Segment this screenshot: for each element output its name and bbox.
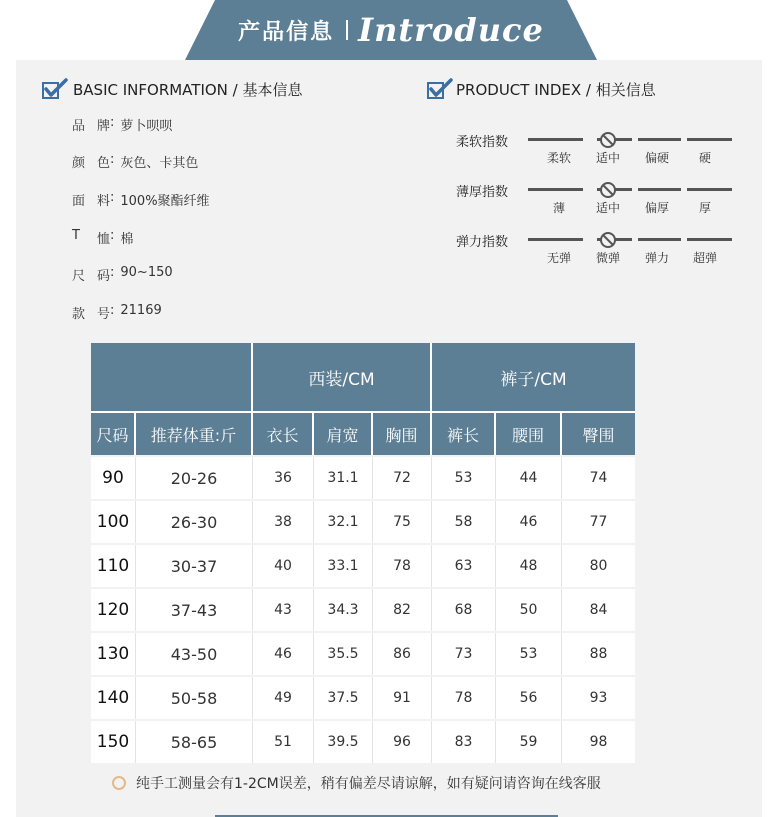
table-cell: 110	[91, 545, 136, 587]
table-cell: 33.1	[314, 545, 373, 587]
table-column-header: 腰围	[496, 413, 562, 455]
table-cell: 140	[91, 677, 136, 719]
table-cell: 77	[562, 501, 635, 543]
basic-info-row	[72, 265, 173, 284]
index-selected-marker-icon	[599, 181, 617, 199]
note-text: 纯手工测量会有1-2CM误差，稍有偏差尽请谅解，如有疑问请咨询在线客服	[136, 776, 601, 792]
basic-info-colon: :	[110, 190, 115, 205]
checkbox-checked-icon	[42, 78, 68, 100]
header-separator	[346, 20, 348, 40]
table-row	[91, 501, 635, 543]
product-index-title: PRODUCT INDEX / 相关信息	[456, 81, 656, 99]
basic-info-colon: :	[110, 152, 115, 167]
table-cell: 98	[562, 721, 635, 763]
index-scale-gap	[632, 136, 638, 143]
table-row	[91, 457, 635, 499]
table-cell: 37-43	[136, 589, 253, 631]
table-cell: 38	[253, 501, 314, 543]
table-cell: 35.5	[314, 633, 373, 675]
table-column-header: 臀围	[562, 413, 635, 455]
table-cell: 20-26	[136, 457, 253, 499]
table-cell: 58	[432, 501, 496, 543]
table-cell: 96	[373, 721, 432, 763]
table-cell: 32.1	[314, 501, 373, 543]
table-cell: 51	[253, 721, 314, 763]
table-cell: 44	[496, 457, 562, 499]
table-cell: 37.5	[314, 677, 373, 719]
basic-info-value: 100%聚酯纤维	[120, 194, 210, 209]
basic-info-key	[72, 115, 110, 134]
table-cell: 46	[253, 633, 314, 675]
basic-info-key-char: 面	[72, 194, 86, 209]
index-scale-line	[528, 188, 732, 191]
table-cell: 120	[91, 589, 136, 631]
table-cell: 130	[91, 633, 136, 675]
basic-info-value: 灰色、卡其色	[120, 156, 199, 171]
index-scale-gap	[681, 236, 687, 243]
table-cell: 93	[562, 677, 635, 719]
table-row	[91, 589, 635, 631]
index-scale-line	[528, 138, 732, 141]
basic-info-colon: :	[110, 303, 115, 318]
table-cell: 63	[432, 545, 496, 587]
index-option-label: 薄	[552, 201, 566, 215]
table-cell: 49	[253, 677, 314, 719]
header-title-en: Introduce	[358, 11, 544, 49]
basic-info-key	[72, 228, 110, 247]
basic-info-value: 萝卜呗呗	[120, 119, 173, 134]
table-column-header: 推荐体重:斤	[136, 413, 253, 455]
table-cell: 82	[373, 589, 432, 631]
table-cell: 53	[496, 633, 562, 675]
basic-info-row	[72, 152, 198, 171]
basic-info-title: BASIC INFORMATION / 基本信息	[73, 81, 303, 99]
index-label: 薄厚指数	[456, 185, 509, 200]
index-option-label: 超弹	[692, 251, 718, 265]
table-cell: 26-30	[136, 501, 253, 543]
header-banner	[185, 0, 597, 60]
index-option-label: 硬	[698, 151, 712, 165]
index-scale-gap	[583, 186, 597, 193]
group-header-suit: 西装/CM	[253, 343, 432, 411]
table-cell: 43-50	[136, 633, 253, 675]
table-cell: 90	[91, 457, 136, 499]
table-cell: 48	[496, 545, 562, 587]
basic-info-key-char: 牌	[96, 119, 110, 134]
table-cell: 100	[91, 501, 136, 543]
basic-info-key-char: 恤	[96, 232, 110, 247]
index-option-label: 适中	[595, 201, 621, 215]
table-cell: 50	[496, 589, 562, 631]
basic-info-key-char: 料	[96, 194, 110, 209]
table-cell: 50-58	[136, 677, 253, 719]
table-cell: 56	[496, 677, 562, 719]
table-row	[91, 677, 635, 719]
index-option-label: 偏厚	[644, 201, 670, 215]
table-cell: 80	[562, 545, 635, 587]
table-cell: 59	[496, 721, 562, 763]
basic-info-colon: :	[110, 115, 115, 130]
table-cell: 30-37	[136, 545, 253, 587]
table-cell: 150	[91, 721, 136, 763]
table-cell: 46	[496, 501, 562, 543]
basic-info-row	[72, 115, 172, 134]
circle-bullet-icon	[112, 776, 126, 790]
table-cell: 43	[253, 589, 314, 631]
table-column-header: 裤长	[432, 413, 496, 455]
index-option-label: 适中	[595, 151, 621, 165]
table-column-header: 衣长	[253, 413, 314, 455]
index-scale-gap	[632, 236, 638, 243]
index-scale-gap	[583, 236, 597, 243]
table-cell: 36	[253, 457, 314, 499]
index-option-label: 柔软	[546, 151, 572, 165]
basic-info-key-char: T	[72, 228, 80, 243]
table-cell: 40	[253, 545, 314, 587]
table-cell: 78	[432, 677, 496, 719]
basic-info-row	[72, 303, 162, 322]
basic-info-value: 90~150	[120, 265, 173, 280]
index-option-label: 弹力	[644, 251, 670, 265]
table-cell: 74	[562, 457, 635, 499]
table-column-header-row	[91, 411, 635, 455]
index-option-label: 偏硬	[644, 151, 670, 165]
table-column-header: 胸围	[373, 413, 432, 455]
table-cell: 73	[432, 633, 496, 675]
index-option-label: 厚	[698, 201, 712, 215]
index-label: 弹力指数	[456, 235, 509, 250]
table-cell: 34.3	[314, 589, 373, 631]
index-label: 柔软指数	[456, 135, 509, 150]
group-header-pants: 裤子/CM	[432, 343, 635, 411]
table-cell: 39.5	[314, 721, 373, 763]
index-selected-marker-icon	[599, 231, 617, 249]
index-scale-line	[528, 238, 732, 241]
table-cell: 72	[373, 457, 432, 499]
basic-info-key-char: 颜	[72, 156, 86, 171]
basic-info-key	[72, 303, 110, 322]
table-cell: 53	[432, 457, 496, 499]
table-cell: 68	[432, 589, 496, 631]
basic-info-colon: :	[110, 228, 115, 243]
index-scale-gap	[681, 186, 687, 193]
basic-info-key	[72, 152, 110, 171]
measurement-note	[112, 773, 601, 793]
table-cell: 78	[373, 545, 432, 587]
table-cell: 86	[373, 633, 432, 675]
table-cell: 83	[432, 721, 496, 763]
index-option-label: 无弹	[546, 251, 572, 265]
basic-info-key-char: 色	[96, 156, 110, 171]
table-column-header: 肩宽	[314, 413, 373, 455]
table-cell: 88	[562, 633, 635, 675]
basic-info-value: 21169	[120, 303, 162, 318]
basic-info-value: 棉	[120, 232, 134, 247]
table-row	[91, 721, 635, 763]
index-scale-gap	[632, 186, 638, 193]
table-column-header: 尺码	[91, 413, 136, 455]
table-cell: 75	[373, 501, 432, 543]
basic-info-key	[72, 190, 110, 209]
index-scale-gap	[681, 136, 687, 143]
basic-info-colon: :	[110, 265, 115, 280]
basic-info-key-char: 码	[96, 269, 110, 284]
basic-info-key-char: 尺	[72, 269, 86, 284]
table-row	[91, 633, 635, 675]
basic-info-key-char: 号	[96, 307, 110, 322]
table-row	[91, 545, 635, 587]
checkbox-checked-icon	[427, 78, 453, 100]
table-cell: 84	[562, 589, 635, 631]
basic-info-key	[72, 265, 110, 284]
header-title-cn: 产品信息	[238, 19, 335, 45]
group-header-empty	[91, 343, 253, 411]
basic-info-row	[72, 228, 133, 247]
index-option-label: 微弹	[595, 251, 621, 265]
table-cell: 91	[373, 677, 432, 719]
table-group-header-row	[91, 343, 635, 411]
table-cell: 58-65	[136, 721, 253, 763]
index-scale-gap	[583, 136, 597, 143]
table-cell: 31.1	[314, 457, 373, 499]
basic-info-row	[72, 190, 210, 209]
basic-info-key-char: 品	[72, 119, 86, 134]
basic-info-key-char: 款	[72, 307, 86, 322]
index-selected-marker-icon	[599, 131, 617, 149]
